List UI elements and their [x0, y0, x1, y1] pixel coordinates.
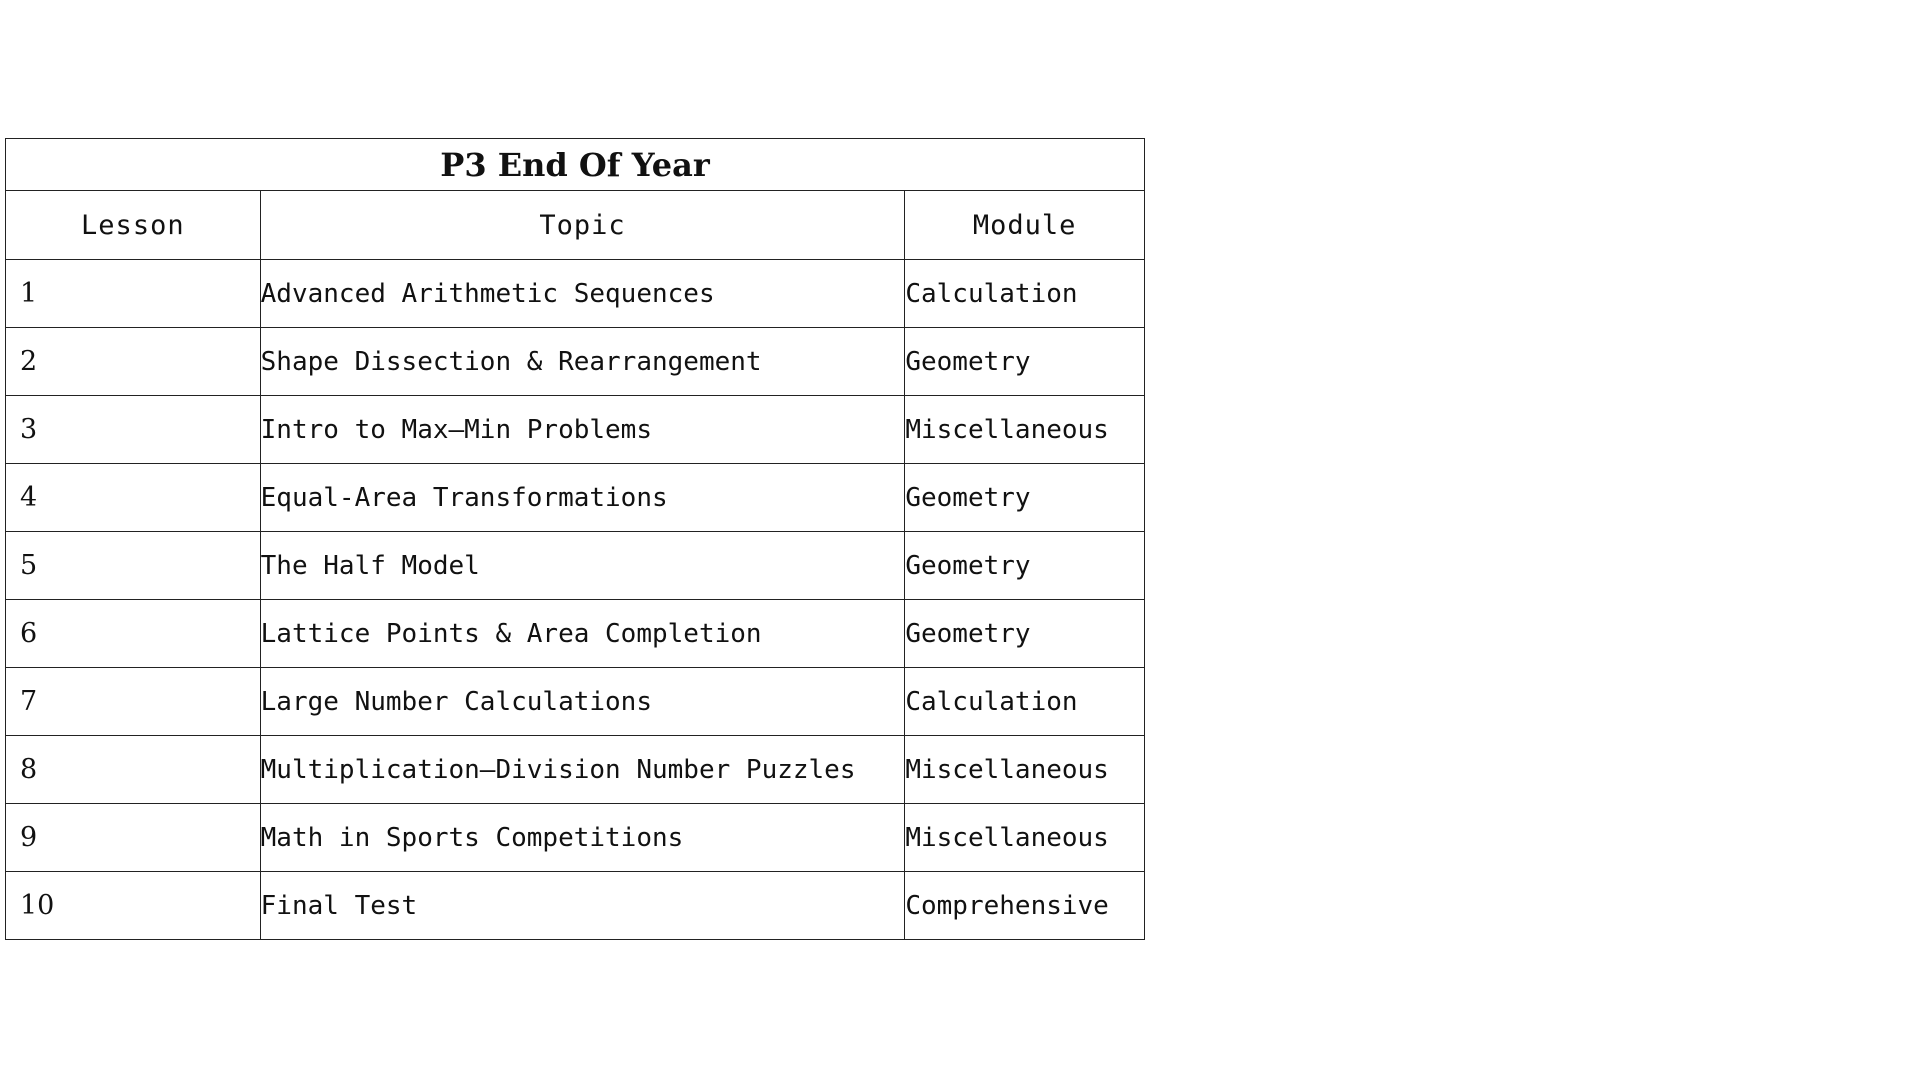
module-cell: Geometry: [905, 464, 1145, 532]
table-row: [6, 872, 1145, 940]
lesson-number: 2: [6, 328, 261, 396]
topic-cell: Equal-Area Transformations: [260, 464, 905, 532]
table-row: [6, 532, 1145, 600]
title-row: [6, 139, 1145, 191]
table-row: [6, 328, 1145, 396]
lesson-number: 3: [6, 396, 261, 464]
topic-cell: Large Number Calculations: [260, 668, 905, 736]
module-cell: Miscellaneous: [905, 736, 1145, 804]
lesson-number: 10: [6, 872, 261, 940]
table-row: [6, 464, 1145, 532]
module-cell: Miscellaneous: [905, 804, 1145, 872]
topic-cell: The Half Model: [260, 532, 905, 600]
table-row: [6, 668, 1145, 736]
table-row: [6, 260, 1145, 328]
topic-cell: Final Test: [260, 872, 905, 940]
table-row: [6, 736, 1145, 804]
module-cell: Comprehensive: [905, 872, 1145, 940]
topic-cell: Multiplication–Division Number Puzzles: [260, 736, 905, 804]
table-row: [6, 804, 1145, 872]
topic-cell: Lattice Points & Area Completion: [260, 600, 905, 668]
module-cell: Geometry: [905, 328, 1145, 396]
lesson-number: 8: [6, 736, 261, 804]
lesson-number: 9: [6, 804, 261, 872]
module-cell: Miscellaneous: [905, 396, 1145, 464]
topic-cell: Math in Sports Competitions: [260, 804, 905, 872]
lesson-number: 1: [6, 260, 261, 328]
module-cell: Calculation: [905, 260, 1145, 328]
topic-cell: Intro to Max–Min Problems: [260, 396, 905, 464]
table-row: [6, 396, 1145, 464]
module-cell: Geometry: [905, 532, 1145, 600]
lesson-schedule-table: [5, 138, 1145, 940]
header-lesson: Lesson: [6, 191, 261, 260]
header-module: Module: [905, 191, 1145, 260]
lesson-number: 6: [6, 600, 261, 668]
header-row: [6, 191, 1145, 260]
module-cell: Calculation: [905, 668, 1145, 736]
module-cell: Geometry: [905, 600, 1145, 668]
lesson-number: 7: [6, 668, 261, 736]
topic-cell: Shape Dissection & Rearrangement: [260, 328, 905, 396]
header-topic: Topic: [260, 191, 905, 260]
topic-cell: Advanced Arithmetic Sequences: [260, 260, 905, 328]
lesson-number: 5: [6, 532, 261, 600]
lesson-number: 4: [6, 464, 261, 532]
table-title: P3 End Of Year: [6, 139, 1145, 191]
table-row: [6, 600, 1145, 668]
